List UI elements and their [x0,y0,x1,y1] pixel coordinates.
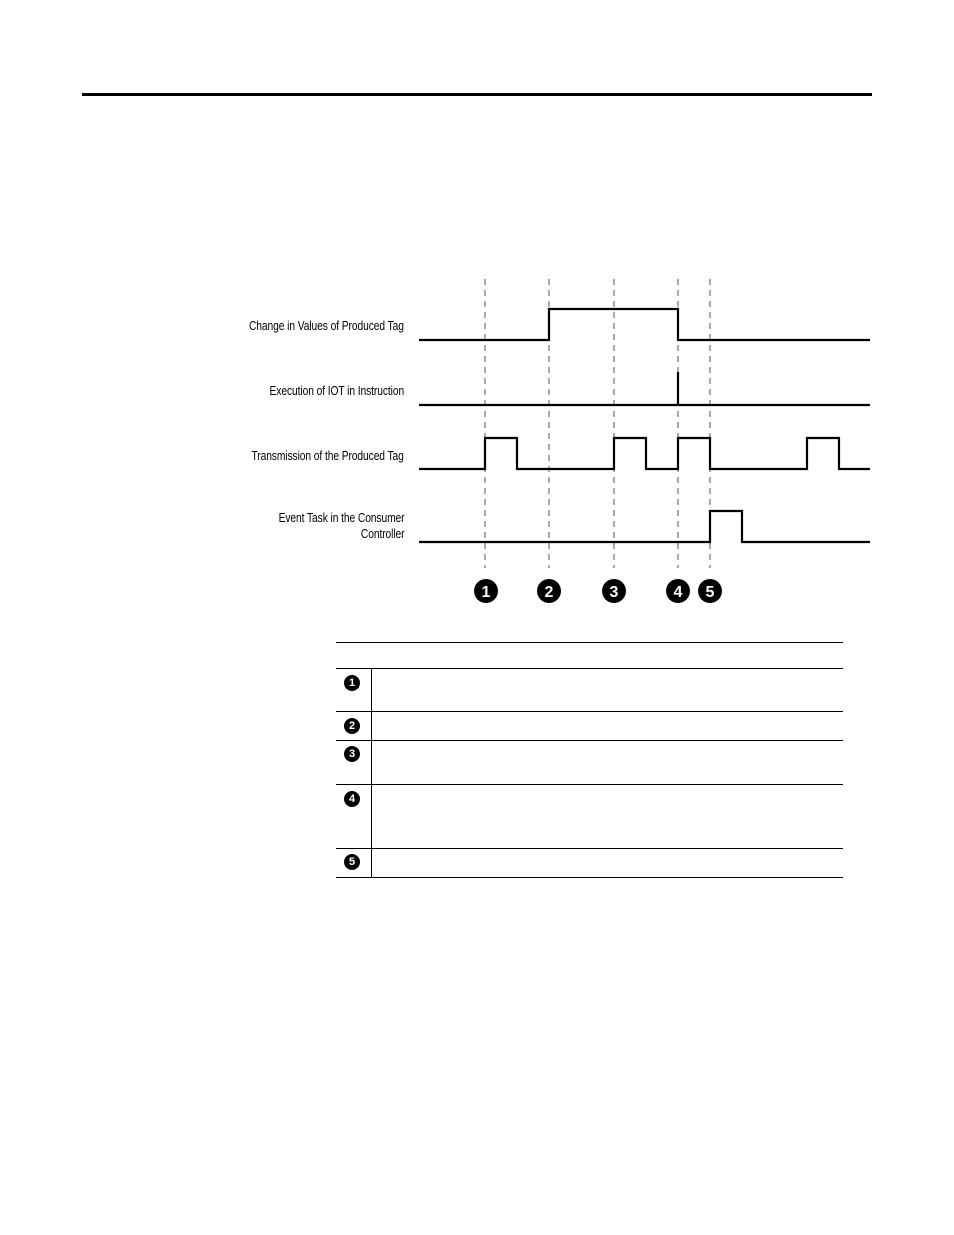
waveform-iot-execution [419,372,870,405]
svg-text:4: 4 [673,584,683,601]
table-row-marker-5: 5 [344,854,360,870]
waveform-produced-tag-transmission [419,438,870,469]
table-header-rule [336,642,843,643]
marker-3 [602,579,626,603]
table-row-marker-1: 1 [344,675,360,691]
marker-4 [666,579,690,603]
table-bottom-rule [336,877,843,878]
table-row-divider [336,784,843,785]
signal-label-consumer-event-task: Event Task in the Consumer Controller [278,511,404,541]
signal-label-iot-execution: Execution of IOT in Instruction [269,384,404,398]
table-row-divider [336,668,843,669]
svg-text:1: 1 [481,584,491,601]
table-row-divider [336,711,843,712]
svg-text:3: 3 [609,584,619,601]
signal-label-produced-tag-change: Change in Values of Produced Tag [249,319,404,333]
svg-text:2: 2 [544,584,554,601]
table-column-divider [371,668,372,878]
table-row-marker-2: 2 [344,718,360,734]
table-row-divider [336,740,843,741]
table-row-marker-4: 4 [344,791,360,807]
marker-1 [474,579,498,603]
waveform-produced-tag-change [419,309,870,340]
svg-text:5: 5 [705,584,715,601]
marker-5 [698,579,722,603]
table-row-divider [336,848,843,849]
marker-2 [537,579,561,603]
table-row-marker-3: 3 [344,746,360,762]
signal-label-produced-tag-transmission: Transmission of the Produced Tag [251,449,404,463]
waveform-consumer-event-task [419,511,870,542]
